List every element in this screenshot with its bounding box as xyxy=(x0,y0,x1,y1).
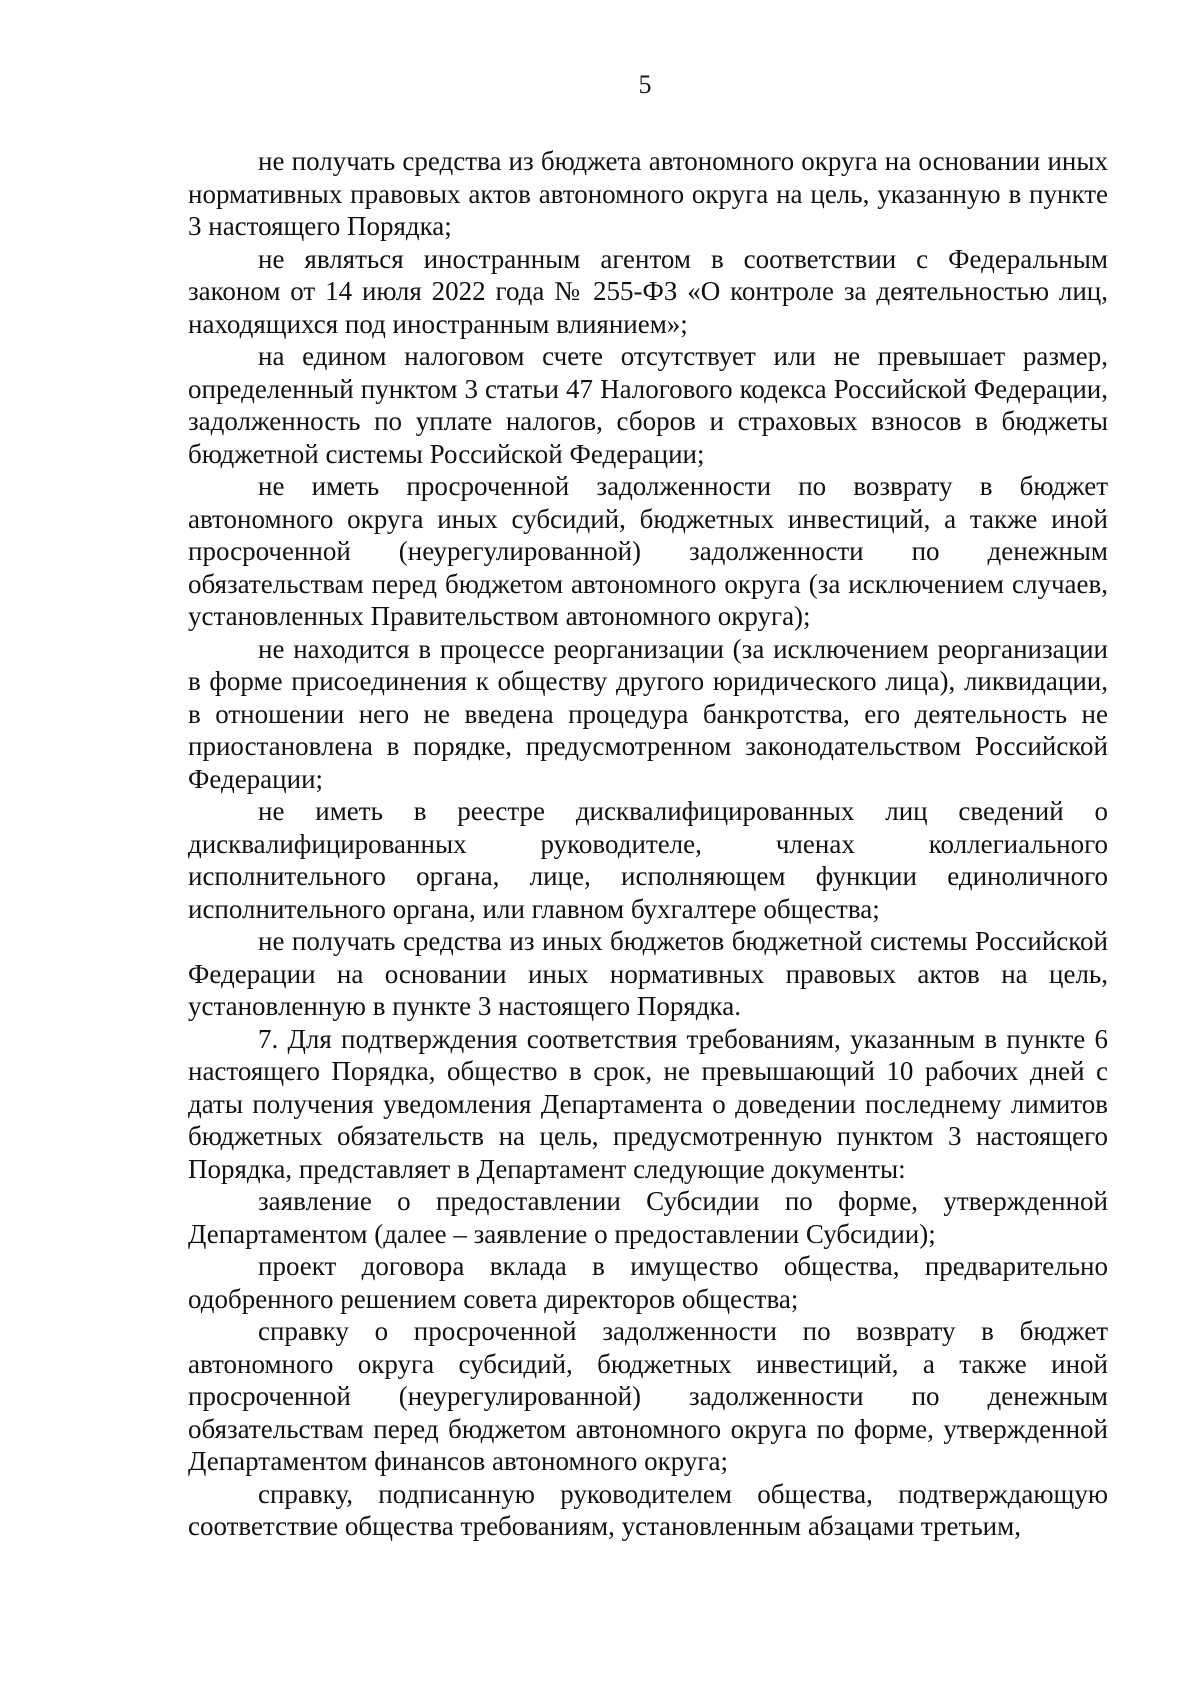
paragraph: не получать средства из бюджета автономного округа на основании иных нормативных правовых актов автономного округа на цель, указанную в пункте 3 настоящего Порядка; xyxy=(188,146,1108,241)
paragraph: справку о просроченной задолженности по возврату в бюджет автономного округа субсидий, бюджетных инвестиций, а также иной просроченной (неурегулированной) задолженности по денежным обязательствам перед бюджетом автономного округа по форме, утвержденной Департаментом финансов автономного округа; xyxy=(188,1316,1108,1476)
paragraph: не иметь в реестре дисквалифицированных лиц сведений о дисквалифицированных руководителе, членах коллегиального исполнительного органа, лице, исполняющем функции единоличного исполнительного органа, или главном бухгалтере общества; xyxy=(188,796,1108,924)
paragraph: не получать средства из иных бюджетов бюджетной системы Российской Федерации на основании иных нормативных правовых актов на цель, установленную в пункте 3 настоящего Порядка. xyxy=(188,926,1108,1021)
document-body xyxy=(188,145,1108,1543)
paragraph: проект договора вклада в имущество общества, предварительно одобренного решением совета директоров общества; xyxy=(188,1251,1108,1314)
paragraph: не являться иностранным агентом в соответствии с Федеральным законом от 14 июля 2022 года № 255-ФЗ «О контроле за деятельностью лиц, находящихся под иностранным влиянием»; xyxy=(188,243,1108,339)
paragraph: заявление о предоставлении Субсидии по форме, утвержденной Департаментом (далее – заявление о предоставлении Субсидии); xyxy=(188,1186,1108,1249)
paragraph: на едином налоговом счете отсутствует или не превышает размер, определенный пунктом 3 статьи 47 Налогового кодекса Российской Федерации, задолженность по уплате налогов, сборов и страховых взносов в бюджеты бюджетной системы Российской Федерации; xyxy=(188,341,1108,469)
paragraph: не иметь просроченной задолженности по возврату в бюджет автономного округа иных субсидий, бюджетных инвестиций, а также иной просроченной (неурегулированной) задолженности по денежным обязательствам перед бюджетом автономного округа (за исключением случаев, установленных Правительством автономного округа); xyxy=(188,471,1108,631)
paragraph: справку, подписанную руководителем общества, подтверждающую соответствие общества требованиям, установленным абзацами третьим, xyxy=(188,1478,1108,1541)
paragraph-item-7: 7. Для подтверждения соответствия требованиям, указанным в пункте 6 настоящего Порядка, общество в срок, не превышающий 10 рабочих дней с даты получения уведомления Департамента о доведении последнему лимитов бюджетных обязательств на цель, предусмотренную пунктом 3 настоящего Порядка, представляет в Департамент следующие документы: xyxy=(188,1023,1108,1184)
paragraph: не находится в процессе реорганизации (за исключением реорганизации в форме присоединения к обществу другого юридического лица), ликвидации, в отношении него не введена процедура банкротства, его деятельность не приостановлена в порядке, предусмотренном законодательством Российской Федерации; xyxy=(188,633,1108,794)
page-number: 5 xyxy=(638,70,652,99)
